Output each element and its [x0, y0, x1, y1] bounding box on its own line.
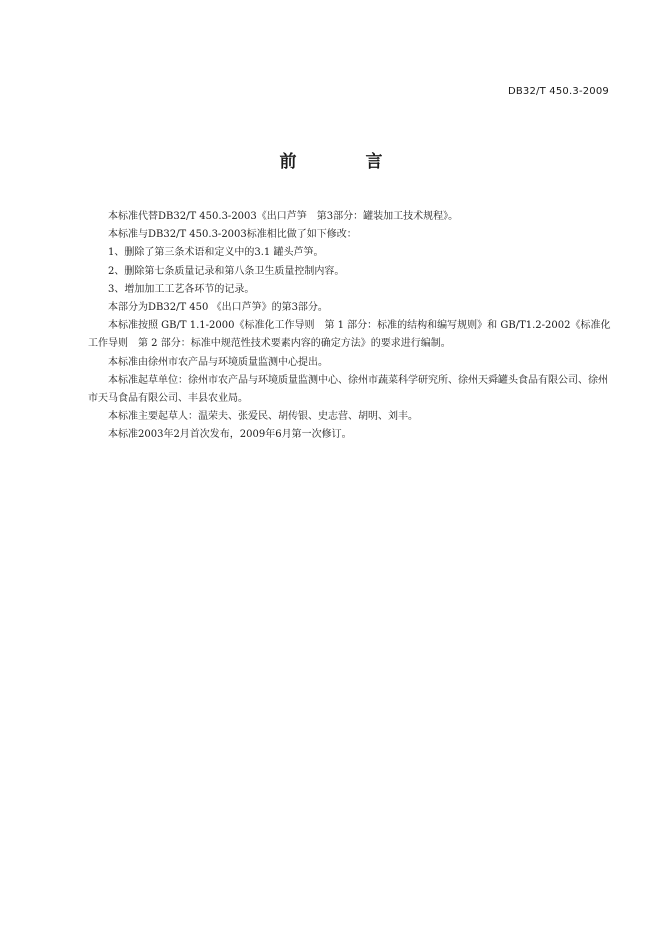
- paragraph-drafters: 本标准主要起草人：温荣夫、张爱民、胡传银、史志营、胡明、刘丰。: [108, 411, 418, 423]
- paragraph-changes-intro: 本标准与DB32/T 450.3-2003标准相比做了如下修改：: [108, 229, 357, 241]
- paragraph-drafting-units: 本标准起草单位：徐州市农产品与环境质量监测中心、徐州市蔬菜科学研究所、徐州天舜罐头食品有限公司、徐州市天马食品有限公司、丰县农业局。: [88, 374, 608, 405]
- paragraph-change-2: 2、删除第七条质量记录和第八条卫生质量控制内容。: [108, 265, 345, 277]
- paragraph-part-scope: 本部分为DB32/T 450 《出口芦笋》的第3部分。: [108, 302, 328, 314]
- paragraph-change-3: 3、增加加工工艺各环节的记录。: [108, 283, 255, 295]
- paragraph-proposer: 本标准由徐州市农产品与环境质量监测中心提出。: [108, 356, 328, 368]
- paragraph-drafting-rules: 本标准按照 GB/T 1.1-2000《标准化工作导则 第 1 部分：标准的结构和编写规则》和 GB/T1.2-2002《标准化工作导则 第 2 部分：标准中规范性技术要素内容的确定方法》的要求进行编制。: [88, 320, 611, 350]
- paragraph-replacement: 本标准代替DB32/T 450.3-2003《出口芦笋 第3部分：罐装加工技术规程》。: [108, 211, 459, 222]
- paragraph-change-1: 1、删除了第三条术语和定义中的3.1 罐头芦笋。: [108, 247, 324, 259]
- page-title: 前 言: [279, 152, 409, 172]
- paragraph-release-history: 本标准2003年2月首次发布，2009年6月第一次修订。: [108, 429, 352, 441]
- foreword-body: [88, 208, 614, 445]
- document-code: DB32/T 450.3-2009: [507, 86, 609, 97]
